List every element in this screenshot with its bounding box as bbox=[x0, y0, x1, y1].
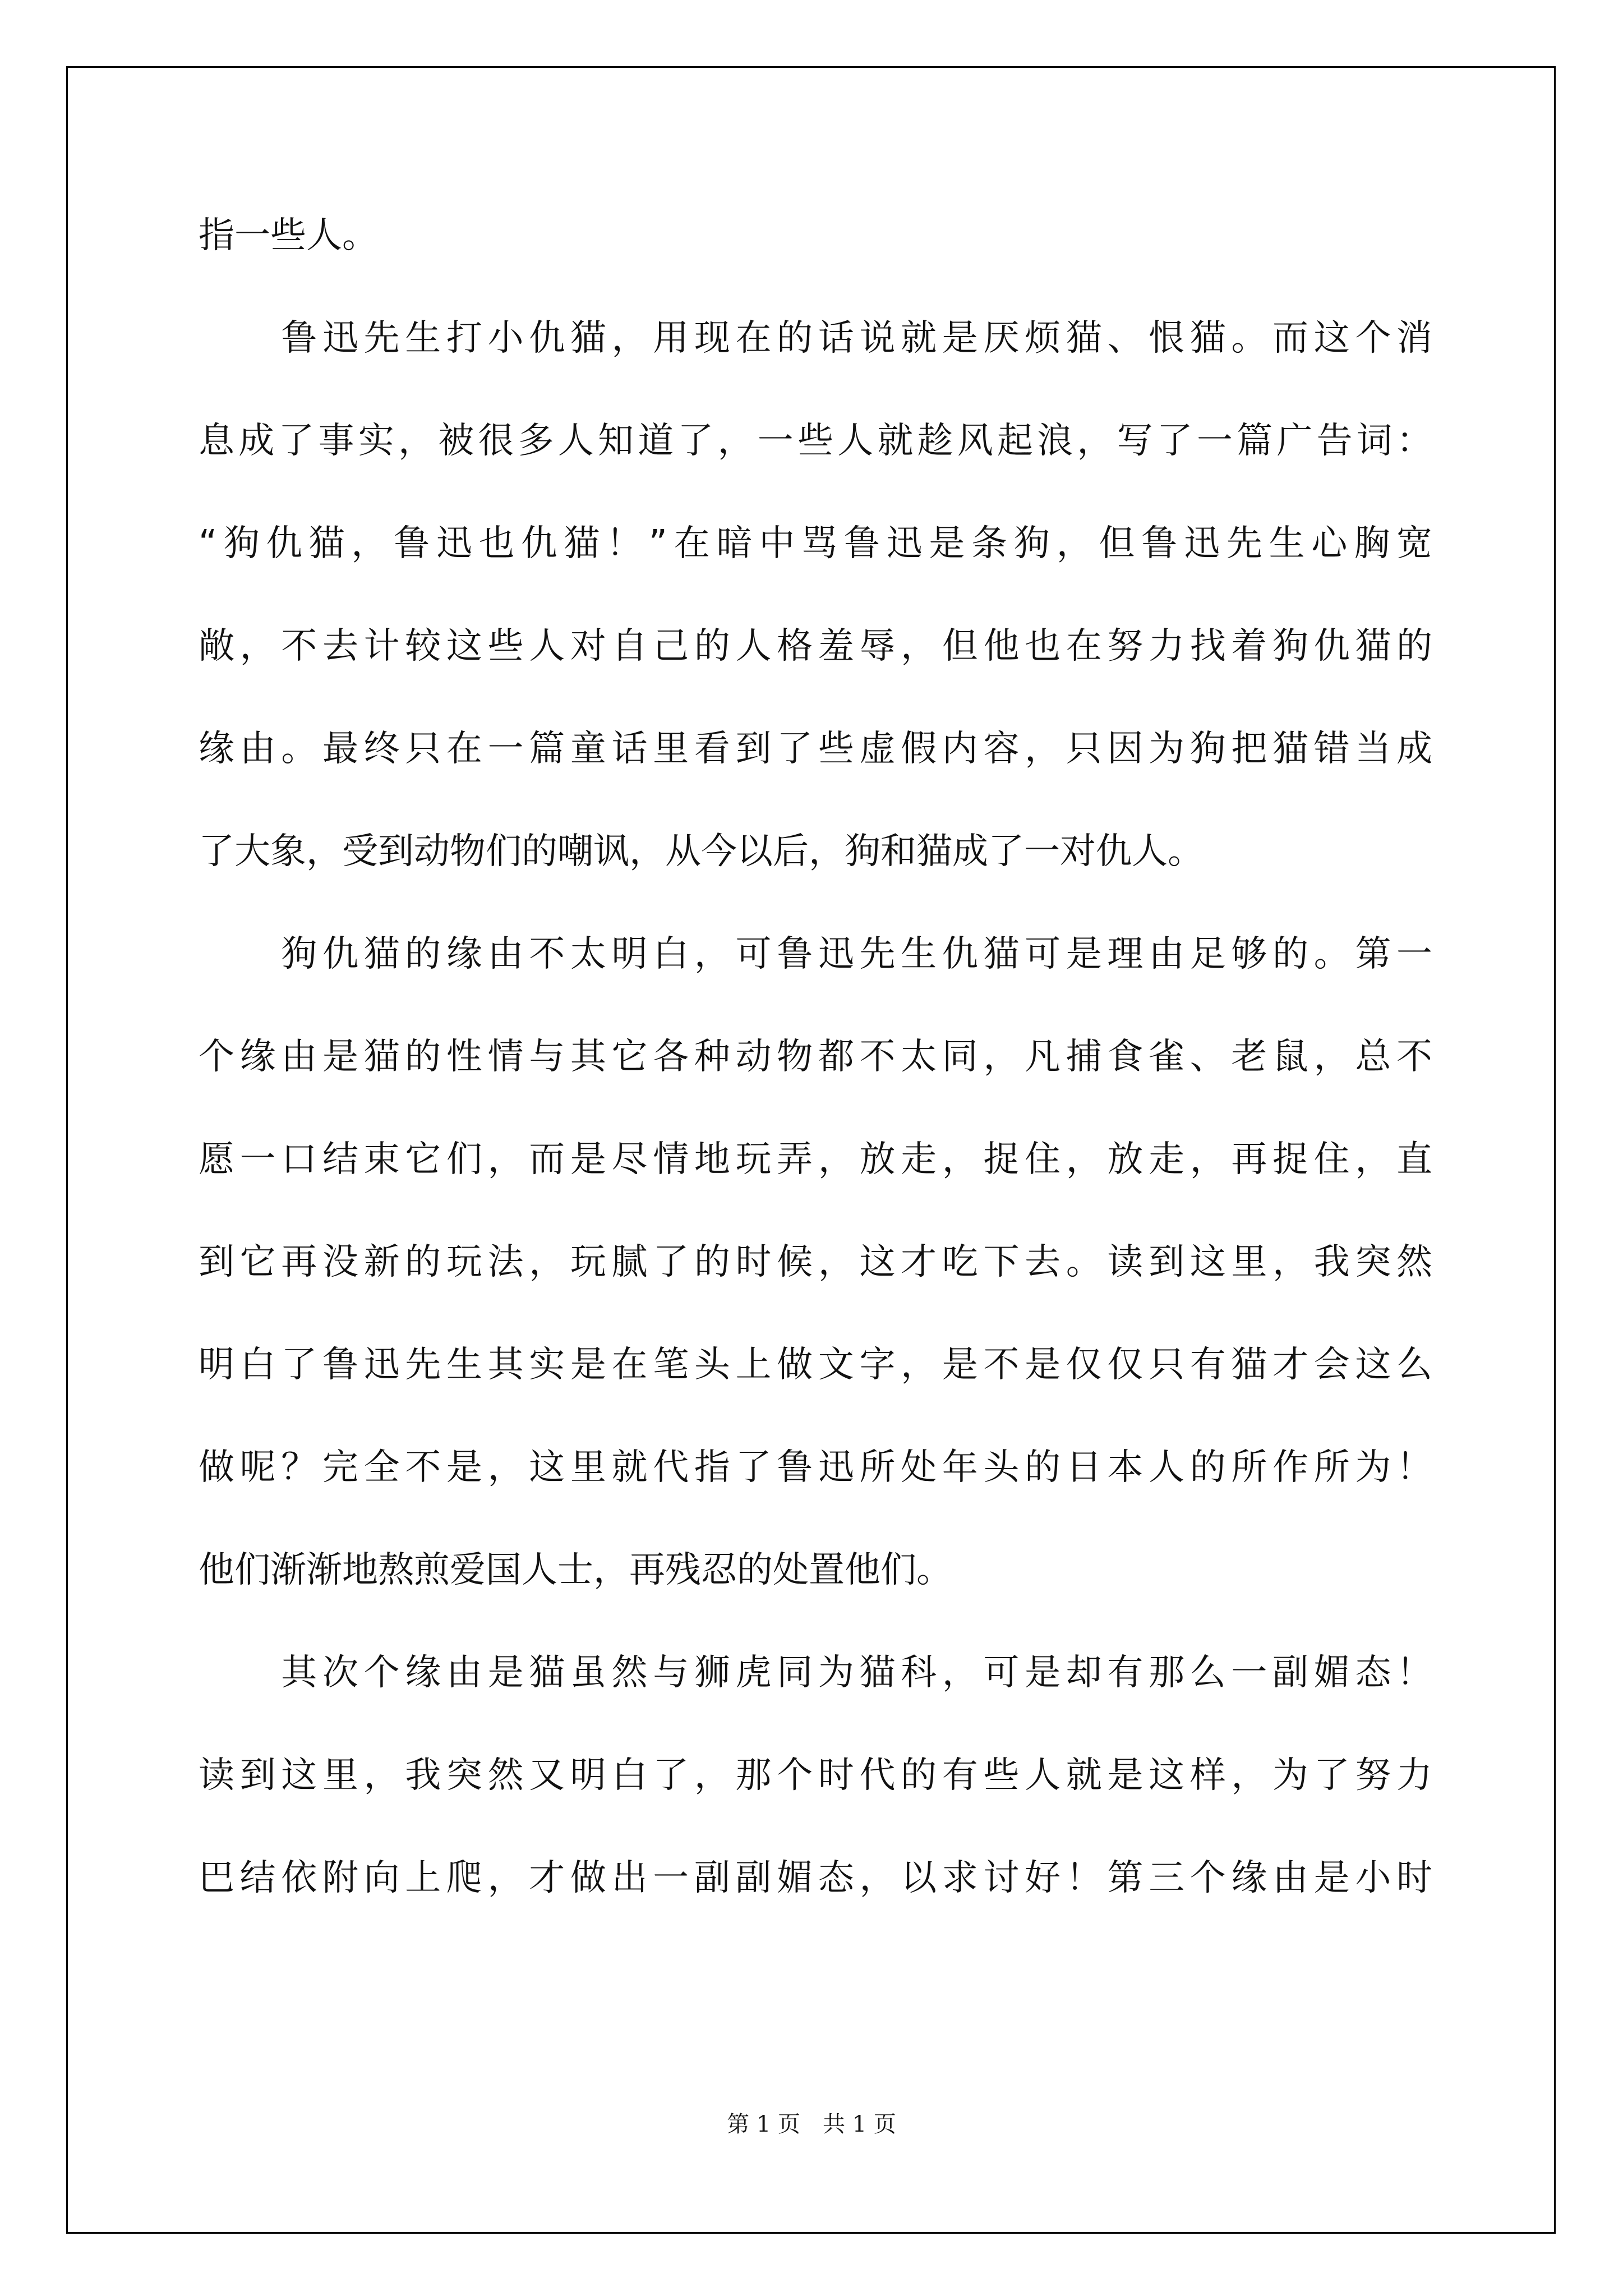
text-line: 鲁迅先生打小仇猫，用现在的话说就是厌烦猫、恨猫。而这个消 bbox=[199, 318, 1432, 359]
text-line: “狗仇猫，鲁迅也仇猫！”在暗中骂鲁迅是条狗，但鲁迅先生心胸宽 bbox=[199, 523, 1432, 564]
text-line: 息成了事实，被很多人知道了，一些人就趁风起浪，写了一篇广告词： bbox=[199, 420, 1432, 462]
document-body bbox=[199, 213, 1432, 1958]
text-line: 巴结依附向上爬，才做出一副副媚态，以求讨好！第三个缘由是小时 bbox=[199, 1857, 1432, 1899]
text-line: 指一些人。 bbox=[199, 215, 378, 256]
text-line: 到它再没新的玩法，玩腻了的时候，这才吃下去。读到这里，我突然 bbox=[199, 1241, 1432, 1283]
page-footer: 第 1 页 共 1 页 bbox=[727, 2111, 896, 2137]
text-line: 读到这里，我突然又明白了，那个时代的有些人就是这样，为了努力 bbox=[199, 1755, 1432, 1796]
text-line: 明白了鲁迅先生其实是在笔头上做文字，是不是仅仅只有猫才会这么 bbox=[199, 1344, 1432, 1386]
text-line: 他们渐渐地熬煎爱国人士，再残忍的处置他们。 bbox=[199, 1549, 952, 1591]
text-line: 了大象，受到动物们的嘲讽，从今以后，狗和猫成了一对仇人。 bbox=[199, 831, 1204, 872]
text-line: 做呢？完全不是，这里就代指了鲁迅所处年头的日本人的所作所为！ bbox=[199, 1447, 1432, 1488]
text-line: 愿一口结束它们，而是尽情地玩弄，放走，捉住，放走，再捉住，直 bbox=[199, 1139, 1432, 1180]
text-line: 缘由。最终只在一篇童话里看到了些虚假内容，只因为狗把猫错当成 bbox=[199, 728, 1432, 770]
text-line: 敞，不去计较这些人对自己的人格羞辱，但他也在努力找着狗仇猫的 bbox=[199, 625, 1432, 667]
text-line: 狗仇猫的缘由不太明白，可鲁迅先生仇猫可是理由足够的。第一 bbox=[199, 933, 1432, 975]
text-line: 其次个缘由是猫虽然与狮虎同为猫科，可是却有那么一副媚态！ bbox=[199, 1652, 1432, 1694]
text-line: 个缘由是猫的性情与其它各种动物都不太同，凡捕食雀、老鼠，总不 bbox=[199, 1036, 1432, 1078]
